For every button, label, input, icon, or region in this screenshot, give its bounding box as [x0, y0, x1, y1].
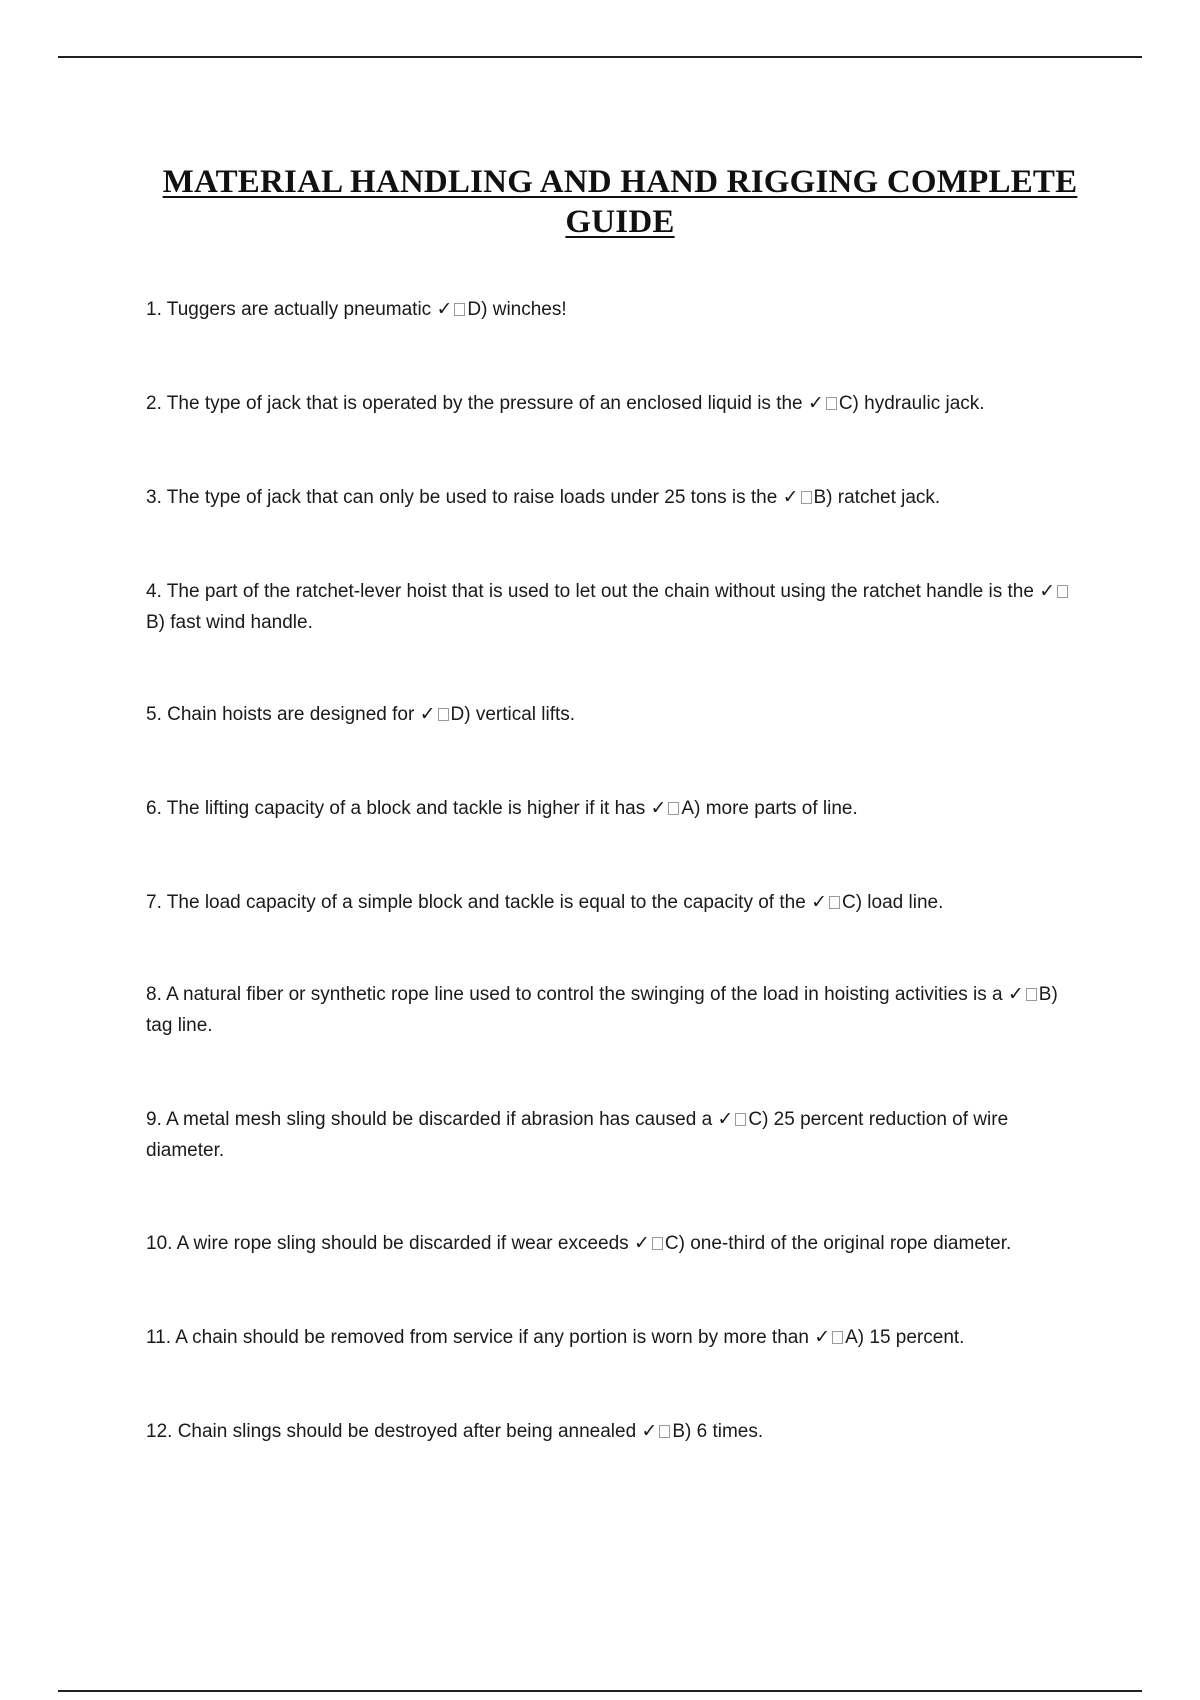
question-text: Tuggers are actually pneumatic [166, 299, 432, 320]
check-icon: ✓ [633, 1232, 650, 1254]
question-number: 3. [146, 487, 162, 508]
answer-text: A) more parts of line. [681, 798, 858, 819]
checkbox-glyph-icon [801, 491, 812, 504]
checkbox-glyph-icon [454, 303, 465, 316]
question-text: A wire rope sling should be discarded if wear exceeds [176, 1233, 629, 1254]
check-icon: ✓ [436, 298, 453, 320]
question-item [146, 793, 1086, 824]
question-number: 9. [146, 1109, 162, 1130]
question-item [146, 699, 1086, 730]
check-icon: ✓ [1007, 983, 1024, 1005]
answer-text: C) hydraulic jack. [838, 393, 985, 414]
check-icon: ✓ [641, 1420, 658, 1442]
check-icon: ✓ [650, 797, 667, 819]
check-icon: ✓ [814, 1326, 831, 1348]
question-text: The type of jack that is operated by the pressure of an enclosed liquid is the [166, 393, 803, 414]
question-text: The part of the ratchet-lever hoist that is used to let out the chain without using the ratchet handle is the [166, 581, 1034, 602]
question-item [146, 1322, 1086, 1353]
answer-text: C) 25 percent reduction of wire diameter. [146, 1109, 1009, 1161]
checkbox-glyph-icon [829, 896, 840, 909]
checkbox-glyph-icon [438, 708, 449, 721]
question-item [146, 979, 1086, 1041]
checkbox-glyph-icon [1026, 988, 1037, 1001]
check-icon: ✓ [1039, 580, 1056, 602]
checkbox-glyph-icon [659, 1425, 670, 1438]
question-number: 2. [146, 393, 162, 414]
question-text: A natural fiber or synthetic rope line used to control the swinging of the load in hoisting activities is a [166, 984, 1003, 1005]
question-number: 4. [146, 581, 162, 602]
check-icon: ✓ [807, 392, 824, 414]
question-item [146, 482, 1086, 513]
question-number: 6. [146, 798, 162, 819]
question-text: A metal mesh sling should be discarded if abrasion has caused a [166, 1109, 713, 1130]
answer-text: C) load line. [841, 892, 944, 913]
answer-text: B) tag line. [146, 984, 1058, 1036]
bottom-divider [58, 1690, 1142, 1692]
question-item [146, 887, 1086, 918]
question-number: 7. [146, 892, 162, 913]
question-text: The type of jack that can only be used to raise loads under 25 tons is the [166, 487, 778, 508]
answer-text: D) vertical lifts. [450, 704, 576, 725]
question-number: 11. [146, 1327, 172, 1348]
question-item [146, 576, 1086, 638]
checkbox-glyph-icon [668, 802, 679, 815]
checkbox-glyph-icon [1057, 585, 1068, 598]
check-icon: ✓ [717, 1108, 734, 1130]
check-icon: ✓ [811, 891, 827, 913]
answer-text: B) ratchet jack. [813, 487, 941, 508]
title-line-2: GUIDE [565, 204, 675, 241]
question-number: 8. [146, 984, 162, 1005]
title-line-1: MATERIAL HANDLING AND HAND RIGGING COMPLETE [162, 164, 1078, 201]
check-icon: ✓ [782, 486, 799, 508]
question-item [146, 1416, 1086, 1447]
question-item [146, 294, 1086, 325]
question-text: The lifting capacity of a block and tackle is higher if it has [166, 798, 646, 819]
question-number: 1. [146, 299, 162, 320]
question-text: A chain should be removed from service if any portion is worn by more than [175, 1327, 809, 1348]
document-title [140, 162, 1100, 242]
question-text: Chain slings should be destroyed after being annealed [177, 1421, 637, 1442]
checkbox-glyph-icon [832, 1331, 843, 1344]
answer-text: C) one-third of the original rope diameter. [664, 1233, 1012, 1254]
question-item [146, 1228, 1086, 1259]
check-icon: ✓ [419, 703, 436, 725]
answer-text: A) 15 percent. [845, 1327, 965, 1348]
answer-text: B) fast wind handle. [146, 612, 313, 633]
question-number: 10. [146, 1233, 173, 1254]
checkbox-glyph-icon [652, 1237, 663, 1250]
checkbox-glyph-icon [735, 1113, 746, 1126]
question-item [146, 388, 1086, 419]
answer-text: B) 6 times. [672, 1421, 764, 1442]
answer-text: D) winches! [467, 299, 567, 320]
question-item [146, 1104, 1086, 1166]
question-number: 5. [146, 704, 162, 725]
top-divider [58, 56, 1142, 58]
question-number: 12. [146, 1421, 173, 1442]
checkbox-glyph-icon [826, 397, 837, 410]
question-text: Chain hoists are designed for [167, 704, 415, 725]
question-text: The load capacity of a simple block and tackle is equal to the capacity of the [166, 892, 806, 913]
